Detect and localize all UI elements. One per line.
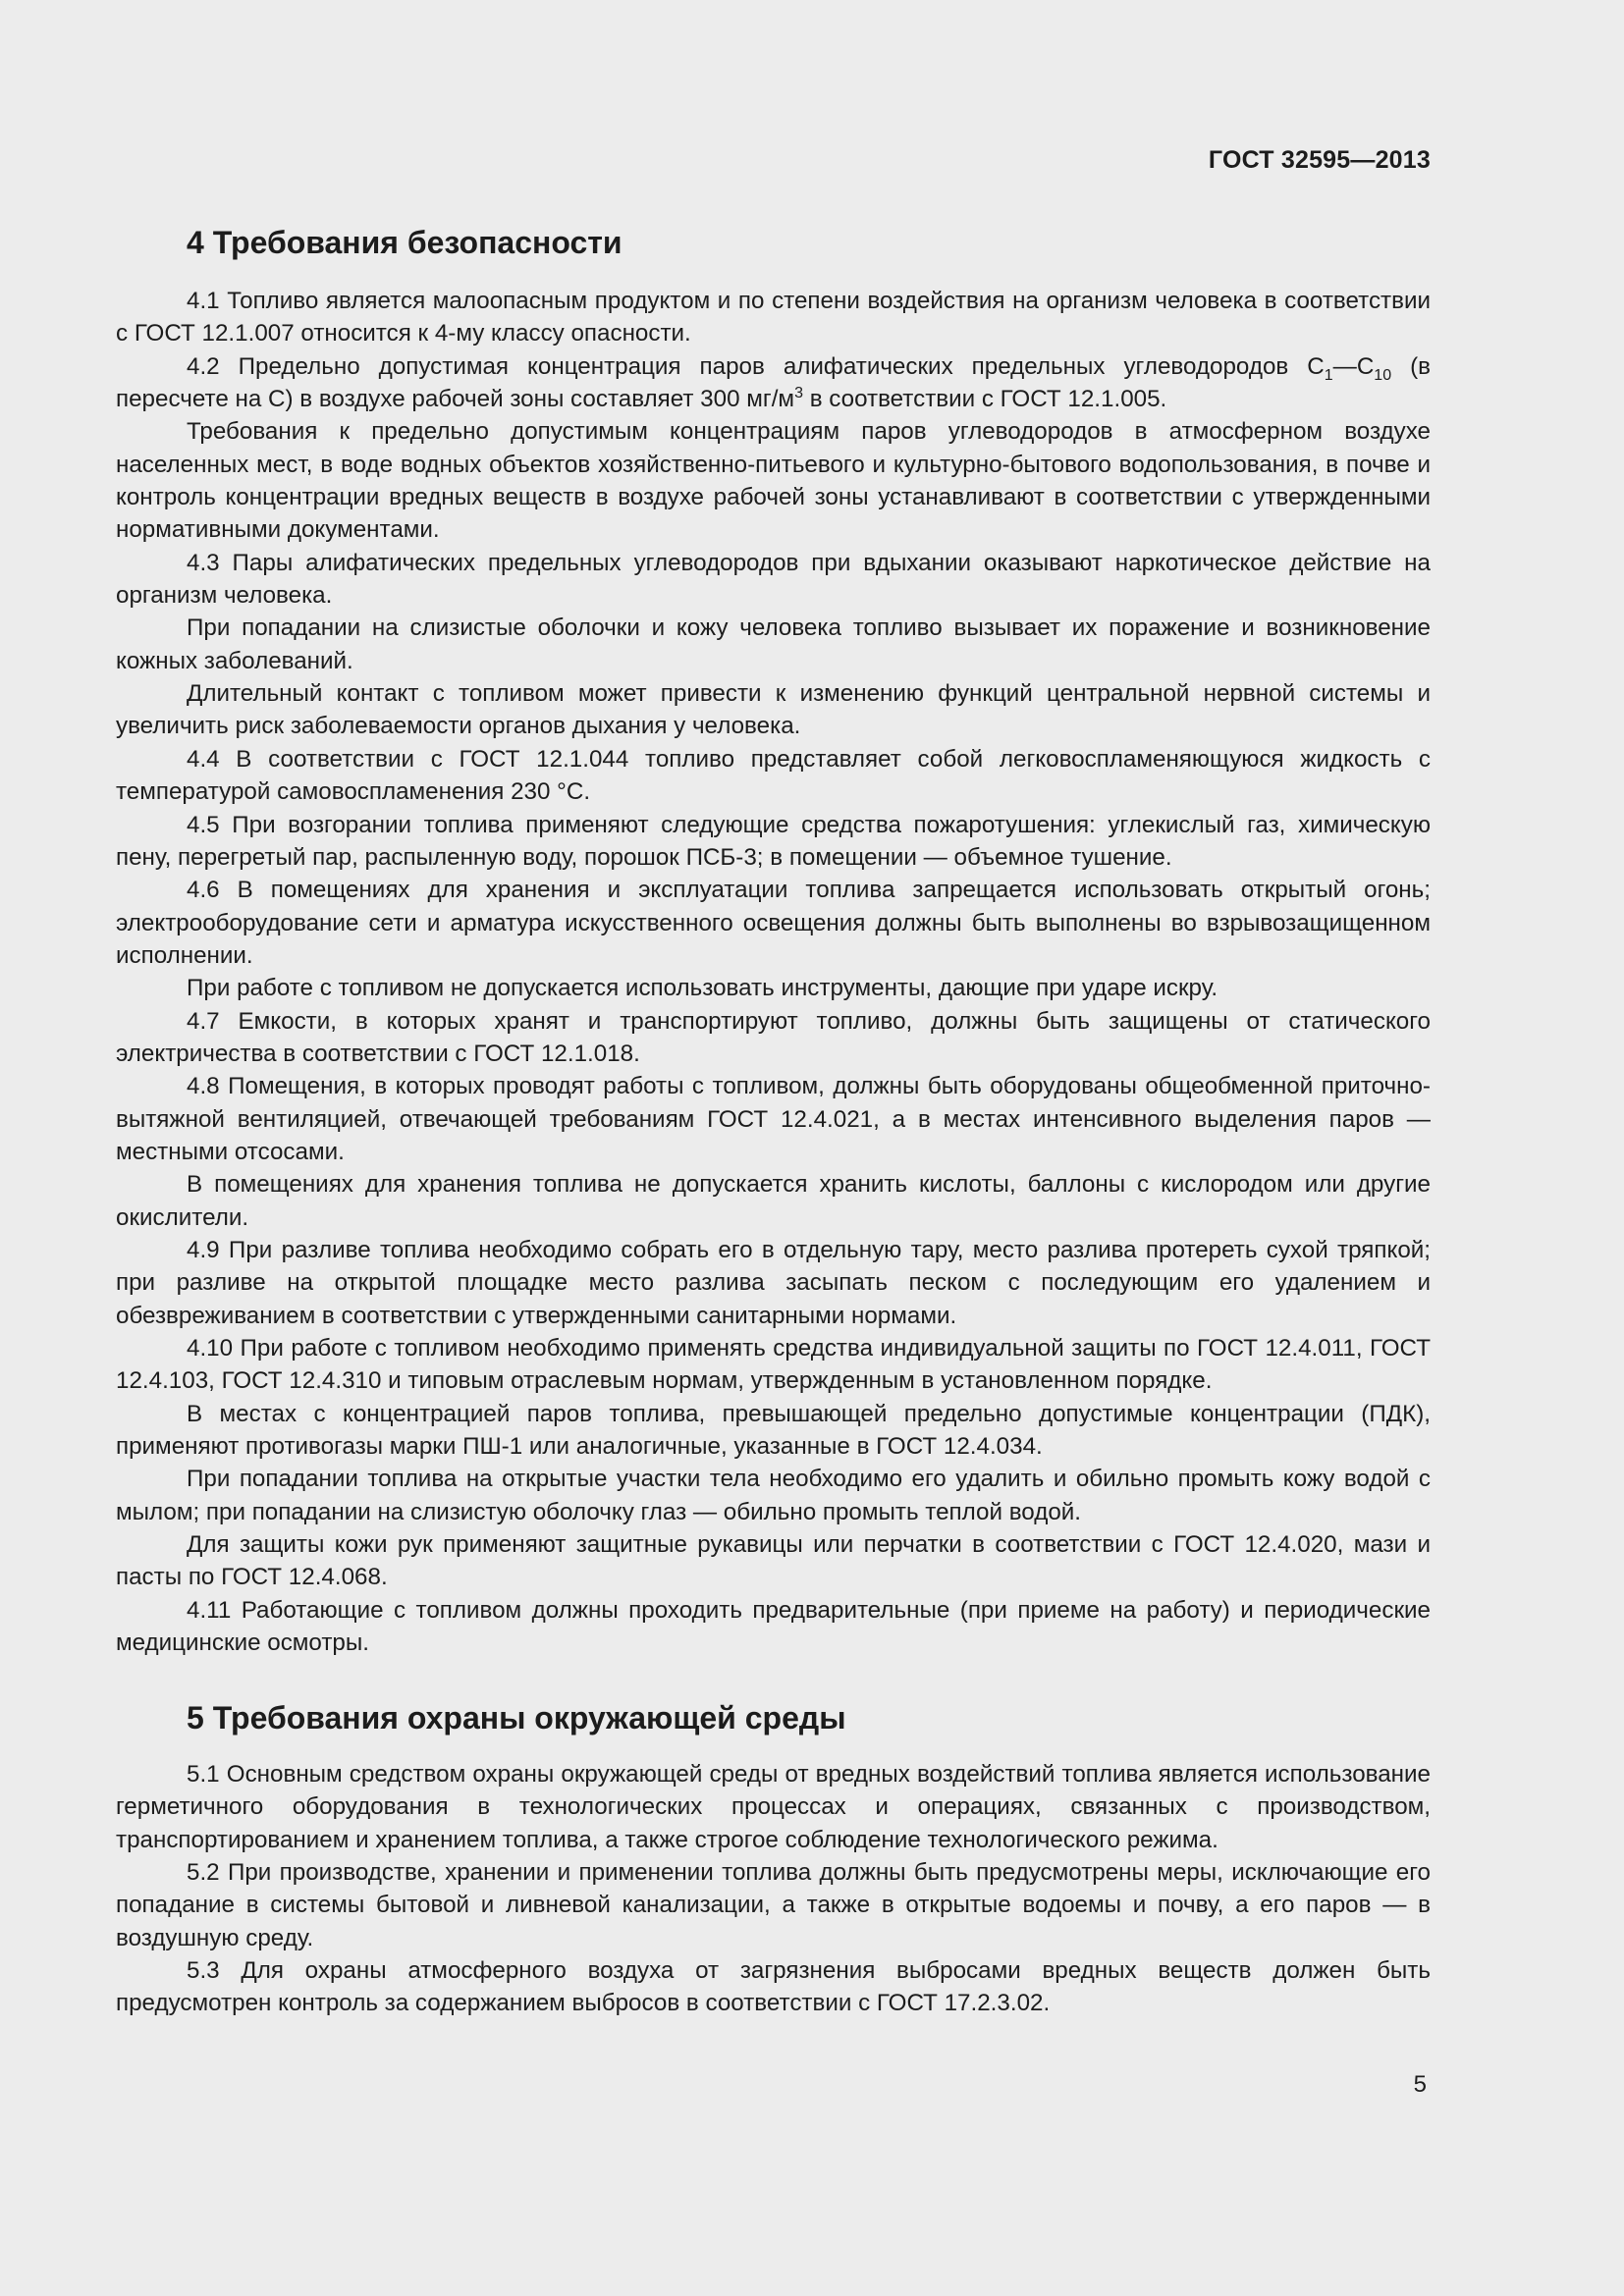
paragraph-5-3: 5.3 Для охраны атмосферного воздуха от загрязнения выбросами вредных веществ должен быть предусмотрен контроль за содержанием выбросов в соответствии с ГОСТ 17.2.3.02. bbox=[116, 1957, 1431, 2017]
paragraph-4-6: 4.6 В помещениях для хранения и эксплуатации топлива запрещается использовать открытый огонь; электрооборудование сети и арматура искусственного освещения должны быть выполнены во взрывозащищенном исполнении. bbox=[116, 877, 1431, 969]
paragraph-5-2: 5.2 При производстве, хранении и применении топлива должны быть предусмотрены меры, исключающие его попадание в системы бытовой и ливневой канализации, а также в открытые водоемы и почву, а его паров — в воздушную среду. bbox=[116, 1859, 1431, 1951]
paragraph-4-10-cont-1: В местах с концентрацией паров топлива, превышающей предельно допустимые концентрации (ПДК), применяют противогазы марки ПШ-1 или аналогичные, указанные в ГОСТ 12.4.034. bbox=[116, 1400, 1431, 1461]
paragraph-4-8-cont: В помещениях для хранения топлива не допускается хранить кислоты, баллоны с кислородом или другие окислители. bbox=[116, 1171, 1431, 1231]
section-title: 4 Требования безопасности bbox=[187, 225, 623, 260]
paragraph-4-3-cont-2: Длительный контакт с топливом может привести к изменению функций центральной нервной системы и увеличить риск заболеваемости органов дыхания у человека. bbox=[116, 680, 1431, 740]
paragraph-4-5: 4.5 При возгорании топлива применяют следующие средства пожаротушения: углекислый газ, химическую пену, перегретый пар, распыленную воду, порошок ПСБ-3; в помещении — объемное тушение. bbox=[116, 811, 1431, 871]
paragraph-4-11: 4.11 Работающие с топливом должны проходить предварительные (при приеме на работу) и периодические медицинские осмотры. bbox=[116, 1596, 1431, 1657]
paragraph-4-4: 4.4 В соответствии с ГОСТ 12.1.044 топливо представляет собой легковоспламеняющуюся жидкость с температурой самовоспламенения 230 °С. bbox=[116, 745, 1431, 806]
section-safety-requirements bbox=[116, 222, 1431, 1659]
paragraph-4-9: 4.9 При разливе топлива необходимо собрать его в отдельную тару, место разлива протереть сухой тряпкой; при разливе на открытой площадке место разлива засыпать песком с последующим его удалением и обезвреживанием в соответствии с утвержденными санитарными нормами. bbox=[116, 1236, 1431, 1329]
document-code-header: ГОСТ 32595—2013 bbox=[1208, 146, 1431, 174]
section-title: 5 Требования охраны окружающей среды bbox=[187, 1700, 846, 1735]
paragraph-5-1: 5.1 Основным средством охраны окружающей среды от вредных воздействий топлива является использование герметичного оборудования в технологических процессах и операциях, связанных с производством, транспортированием и хранением топлива, а также строгое соблюдение технологического режима. bbox=[116, 1761, 1431, 1853]
paragraph-4-6-cont: При работе с топливом не допускается использовать инструменты, дающие при ударе искру. bbox=[187, 975, 1218, 1002]
paragraph-4-8: 4.8 Помещения, в которых проводят работы с топливом, должны быть оборудованы общеобменной приточно-вытяжной вентиляцией, отвечающей требованиям ГОСТ 12.4.021, а в местах интенсивного выделения паров — местными отсосами. bbox=[116, 1073, 1431, 1165]
page-number: 5 bbox=[1413, 2071, 1427, 2098]
paragraph-4-2: 4.2 Предельно допустимая концентрация паров алифатических предельных углеводородов $С_1—С_{10}$ (в пересчете на С) в воздухе рабочей зоны составляет 300 $мг/м^3$ в соответствии с ГОСТ 12.1.005. bbox=[116, 352, 1432, 413]
paragraph-4-3: 4.3 Пары алифатических предельных углеводородов при вдыхании оказывают наркотическое действие на организм человека. bbox=[116, 549, 1431, 610]
paragraph-4-10-cont-3: Для защиты кожи рук применяют защитные рукавицы или перчатки в соответствии с ГОСТ 12.4.020, мази и пасты по ГОСТ 12.4.068. bbox=[116, 1531, 1431, 1591]
paragraph-4-7: 4.7 Емкости, в которых хранят и транспортируют топливо, должны быть защищены от статического электричества в соответствии с ГОСТ 12.1.018. bbox=[116, 1007, 1431, 1067]
paragraph-4-1: 4.1 Топливо является малоопасным продуктом и по степени воздействия на организм человека в соответствии с ГОСТ 12.1.007 относится к 4-му классу опасности. bbox=[116, 288, 1431, 347]
paragraph-4-3-cont-1: При попадании на слизистые оболочки и кожу человека топливо вызывает их поражение и возникновение кожных заболеваний. bbox=[116, 614, 1431, 674]
paragraph-4-10-cont-2: При попадании топлива на открытые участки тела необходимо его удалить и обильно промыть кожу водой с мылом; при попадании на слизистую оболочку глаз — обильно промыть теплой водой. bbox=[116, 1466, 1431, 1525]
paragraph-4-2-cont: Требования к предельно допустимым концентрациям паров углеводородов в атмосферном воздухе населенных мест, в воде водных объектов хозяйственно-питьевого и культурно-бытового водопользования, в почве и контроль концентрации вредных веществ в воздухе рабочей зоны устанавливают в соответствии с утвержденными нормативными документами. bbox=[116, 418, 1431, 544]
paragraph-4-10: 4.10 При работе с топливом необходимо применять средства индивидуальной защиты по ГОСТ 12.4.011, ГОСТ 12.4.103, ГОСТ 12.4.310 и типовым отраслевым нормам, утвержденным в установленном порядке. bbox=[116, 1335, 1431, 1395]
section-environmental-requirements bbox=[116, 1697, 1431, 2020]
